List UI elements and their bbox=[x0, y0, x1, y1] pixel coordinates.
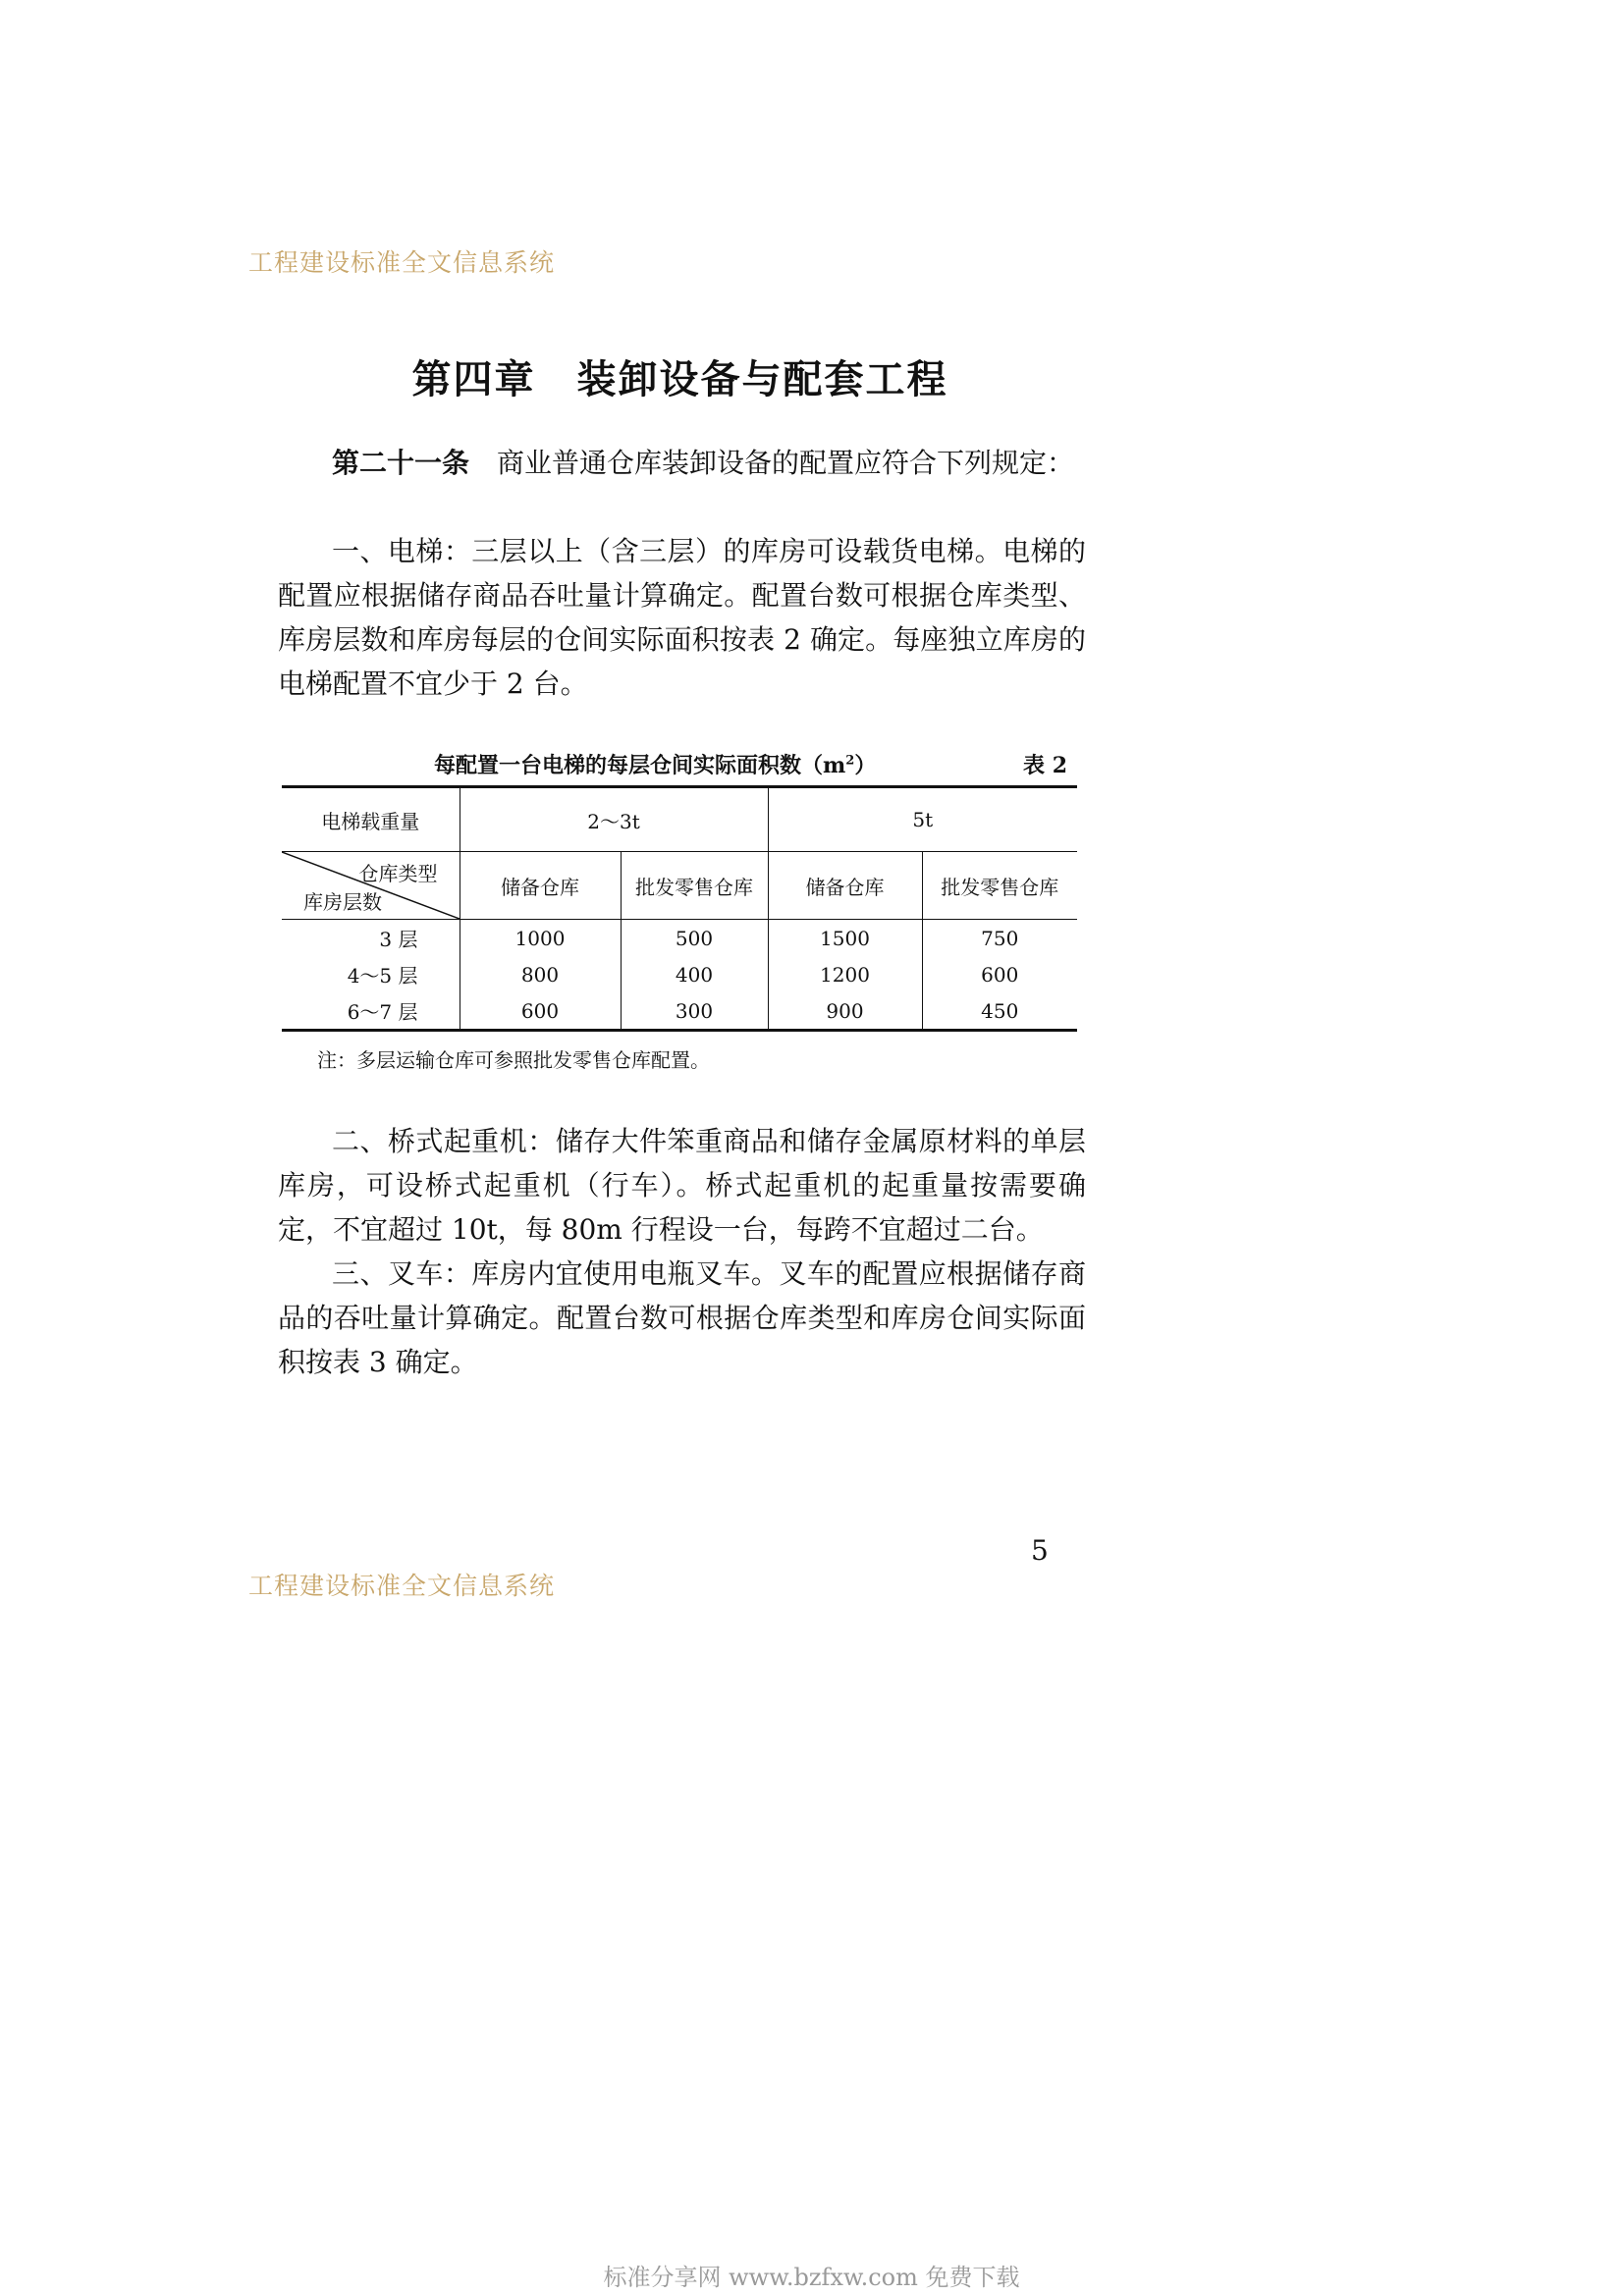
cell: 600 bbox=[460, 992, 621, 1031]
caption-main: 每配置一台电梯的每层仓间实际面积数（m bbox=[434, 753, 846, 778]
table-number: 表 2 bbox=[1023, 753, 1067, 778]
cell: 750 bbox=[981, 926, 1019, 950]
load-group-1: 2～3t bbox=[460, 787, 768, 852]
type-col-2: 批发零售仓库 bbox=[621, 852, 768, 920]
diag-top-label: 仓库类型 bbox=[358, 862, 438, 885]
cell: 500 bbox=[621, 920, 768, 957]
table-caption-text bbox=[434, 749, 876, 779]
cell: 800 bbox=[460, 956, 621, 992]
item-3-forklift: 三、叉车：库房内宜使用电瓶叉车。叉车的配置应根据储存商品的吞吐量计算确定。配置台数可根据仓库类型和库房仓间实际面积按表 3 确定。 bbox=[278, 1257, 1086, 1378]
footer-site-link[interactable]: 标准分享网 www.bzfxw.com 免费下载 bbox=[603, 2264, 1020, 2291]
table-row bbox=[282, 956, 1077, 992]
cell: 1200 bbox=[768, 956, 922, 992]
row-floors: 6～7 层 bbox=[282, 992, 460, 1031]
load-label: 电梯载重量 bbox=[282, 787, 460, 852]
article-21-text: 商业普通仓库装卸设备的配置应符合下列规定： bbox=[469, 447, 1075, 479]
cell: 450 bbox=[922, 992, 1077, 1031]
item-1-elevator: 一、电梯：三层以上（含三层）的库房可设载货电梯。电梯的配置应根据储存商品吞吐量计算确定。配置台数可根据仓库类型、库房层数和库房每层的仓间实际面积按表 2 确定。每座独立库房的电梯配置不宜少于 2 台。 bbox=[278, 535, 1086, 700]
article-21-lead: 第二十一条 bbox=[332, 447, 470, 479]
cell: 300 bbox=[621, 992, 768, 1031]
table-row bbox=[282, 992, 1077, 1031]
row-floors: 4～5 层 bbox=[282, 956, 460, 992]
page-number: 5 bbox=[1031, 1534, 1049, 1567]
cell: 900 bbox=[768, 992, 922, 1031]
cell: 600 bbox=[981, 962, 1019, 987]
caption-sup: 2 bbox=[845, 753, 855, 769]
type-col-3: 储备仓库 bbox=[768, 852, 922, 920]
cell: 1500 bbox=[768, 920, 922, 957]
row-floors: 3 层 bbox=[282, 920, 460, 957]
chapter-title: 第四章 装卸设备与配套工程 bbox=[411, 356, 948, 402]
item-2-crane: 二、桥式起重机：储存大件笨重商品和储存金属原材料的单层库房，可设桥式起重机（行车）。桥式起重机的起重量按需要确定，不宜超过 10t，每 80m 行程设一台，每跨不宜超过二台。 bbox=[278, 1125, 1086, 1246]
cell: 1000 bbox=[460, 920, 621, 957]
table-row bbox=[282, 920, 1077, 957]
diagonal-header-cell bbox=[282, 852, 460, 920]
load-group-2: 5t bbox=[768, 787, 1077, 852]
cell: 400 bbox=[621, 956, 768, 992]
table-note: 注：多层运输仓库可参照批发零售仓库配置。 bbox=[317, 1048, 710, 1072]
caption-close: ） bbox=[854, 753, 877, 778]
watermark-top: 工程建设标准全文信息系统 bbox=[248, 248, 556, 277]
type-col-1: 储备仓库 bbox=[460, 852, 621, 920]
type-col-4: 批发零售仓库 bbox=[922, 852, 1077, 920]
article-21 bbox=[278, 441, 1086, 485]
diag-bottom-label: 库房层数 bbox=[303, 890, 382, 914]
elevator-table bbox=[282, 785, 1077, 1032]
watermark-bottom: 工程建设标准全文信息系统 bbox=[248, 1572, 556, 1600]
